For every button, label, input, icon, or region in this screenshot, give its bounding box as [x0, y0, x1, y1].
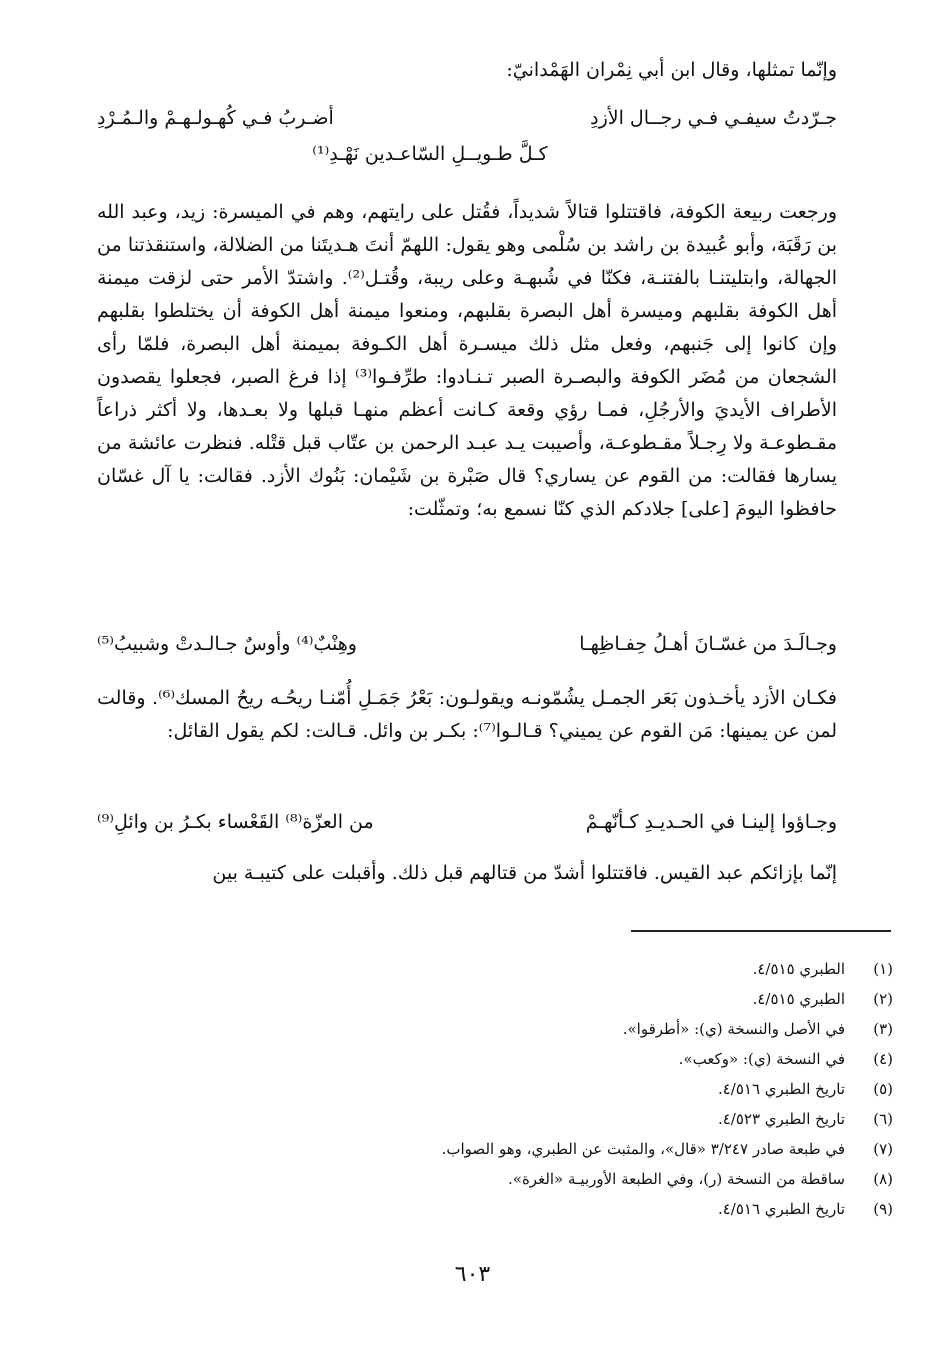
footnote-item: [113, 1104, 893, 1134]
page-number: ٦٠٣: [454, 1262, 491, 1287]
verse-3: [97, 806, 837, 839]
footnote-number: (١): [873, 960, 893, 978]
verse-1-second-hemistich: أضـربُ فـي كُهـولـهـمْ والـمُـرْدِ: [97, 107, 334, 129]
footnote-item: [113, 1044, 893, 1074]
footnote-number: (٨): [873, 1170, 893, 1188]
footnote-number: (٦): [873, 1110, 893, 1128]
verse-1: [97, 102, 837, 135]
footnote-number: (٥): [873, 1080, 893, 1098]
footnote-number: (٧): [873, 1140, 893, 1158]
verse-2-first-hemistich: وجـالَـدَ من غسّـانَ أهـلُ حِفـاظِهـا: [579, 633, 837, 655]
footnote-item: [113, 1074, 893, 1104]
verse-3-second-hemistich: من العزّة⁽⁸⁾ القَعْساء بكـرُ بن وائلِ⁽⁹⁾: [97, 811, 374, 833]
verse-3-first-hemistich: وجـاؤوا إلينـا في الحـديـدِ كـأنّهـمْ: [585, 811, 837, 833]
footnote-text: تاريخ الطبري ٤/٥١٦.: [717, 1200, 845, 1218]
footnote-item: [113, 984, 893, 1014]
footnote-text: الطبري ٤/٥١٥.: [752, 990, 845, 1008]
paragraph-azd: فكـان الأزد يأخـذون بَعَر الجمـل يشُمّونـه ويقولـون: بَعْرُ جَمَـلِ أُمّنـا ريحُـه ريحُ المسك⁽⁶⁾. وقالت لمن عن يمينها: مَن القوم عن يميني؟ قـالـوا⁽⁷⁾: بكـر بن وائل. قـالت: لكم يقول القائل:: [97, 687, 837, 742]
footnotes-list: [113, 954, 893, 1224]
footnote-text: ساقطة من النسخة (ر)، وفي الطبعة الأوربيـة «الغرة».: [508, 1170, 845, 1188]
verse-1-first-hemistich: جـرّدتُ سيفـي فـي رجــال الأزدِ: [590, 107, 837, 129]
footnote-number: (٩): [873, 1200, 893, 1218]
footnote-text: الطبري ٤/٥١٥.: [752, 960, 845, 978]
footnote-number: (٤): [873, 1050, 893, 1068]
footnote-divider: [631, 930, 891, 932]
footnote-number: (٢): [873, 990, 893, 1008]
footnote-text: في الأصل والنسخة (ي): «أطرقوا».: [622, 1020, 845, 1038]
closing-line: إنّما بإزائكم عبد القيس. فاقتتلوا أشدّ من قتالهم قبل ذلك. وأقبلت على كتيبـة بين: [212, 862, 837, 884]
footnote-text: تاريخ الطبري ٤/٥٢٣.: [717, 1110, 845, 1128]
footnote-text: في طبعة صادر ٣/٢٤٧ «قال»، والمثبت عن الطبري، وهو الصواب.: [441, 1140, 845, 1158]
verse-2-second-hemistich: وهِنْبٌ⁽⁴⁾ وأوسٌ جـالـدتْ وشبيبُ⁽⁵⁾: [97, 633, 357, 655]
footnote-text: تاريخ الطبري ٤/٥١٦.: [717, 1080, 845, 1098]
verse-2: [97, 628, 837, 661]
footnote-item: [113, 1014, 893, 1044]
verse-1-tail: كـلَّ طـويــلِ السّاعـدين نَهْـدِ⁽¹⁾: [312, 143, 548, 165]
footnote-number: (٣): [873, 1020, 893, 1038]
footnote-text: في النسخة (ي): «وكعب».: [678, 1050, 845, 1068]
intro-line: وإنّما تمثلها، وقال ابن أبي نِمْران الهَمْدانيّ:: [506, 59, 837, 81]
footnote-item: [113, 1194, 893, 1224]
footnote-item: [113, 954, 893, 984]
footnote-item: [113, 1134, 893, 1164]
paragraph-battle: ورجعت ربيعة الكوفة، فاقتتلوا قتالاً شديداً، فقُتل على رايتهم، وهم في الميسرة: زيد، وعبد الله بن رَقَبَة، وأبو عُبيدة بن راشد بن سُلْمى وهو يقول: اللهمّ أنتَ هـديتَنا من الضلالة، واستنقذتنا من الجهالة، وابتليتنـا بالفتنـة، فكنّا في شُبهـة وعلى ريبة، وقُتـل⁽²⁾. واشتدّ الأمر حتى لزقت ميمنة أهل الكوفة بقلبهم وميسرة أهل البصرة بقلبهم، ومنعوا ميمنة أهل الكوفة أن يختلطوا بقلبهم وإن كانوا إلى جَنبهم، وفعل مثل ذلك ميسـرة أهل الكـوفة بميمنة أهل البصرة، فلمّا رأى الشجعان من مُضَر الكوفة والبصـرة الصبر تـنـادوا: طرِّفـوا⁽³⁾ إذا فرغ الصبر، فجعلوا يقصدون الأطراف الأيديَ والأرجُلِ، فمـا رؤي وقعة كـانت أعظم منهـا قبلها ولا بعـدها، ولا أكثر ذراعاً مقـطوعـة ولا رِجـلاً مقـطوعـة، وأصيبت يـد عبـد الرحمن بن عتّاب قبل قتْله. فنظرت عائشة من يسارها فقالت: من القوم عن يساري؟ قال صَبْرة بن شَيْمان: بَنُوك الأزد. فقالت: يا آل غسّان حافظوا اليومَ [على] جلادكم الذي كنّا نسمع به؛ وتمثّلت:: [97, 201, 837, 520]
footnote-item: [113, 1164, 893, 1194]
